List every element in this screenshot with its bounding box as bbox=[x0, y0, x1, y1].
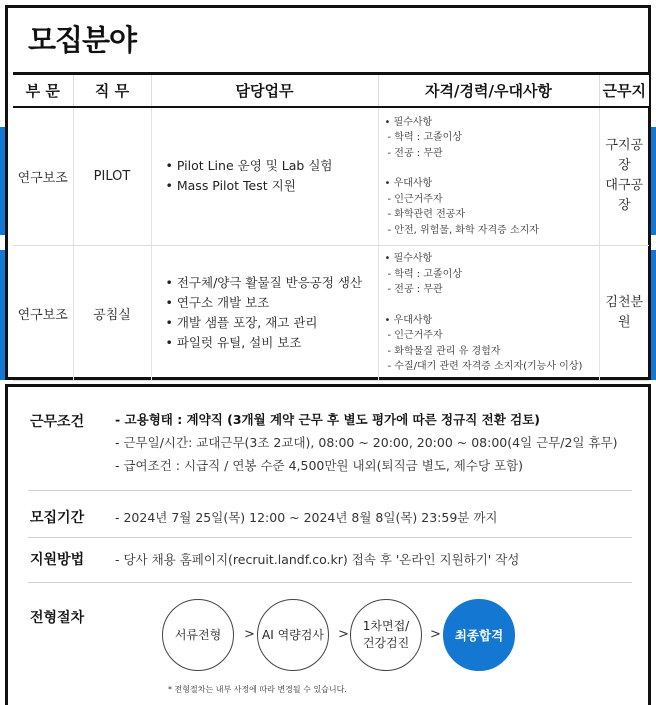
section-title: 모집분야 bbox=[28, 23, 137, 57]
condition-line: - 근무일/시간: 교대근무(3조 2교대), 08:00 ~ 20:00, 20:00 ~ 08:00(4일 근무/2일 휴무) bbox=[115, 435, 618, 450]
job-cell: PILOT bbox=[73, 107, 151, 246]
condition-line: - 급여조건 : 시급직 / 연봉 수준 4,500만원 내외(퇴직금 별도, 제수당 포함) bbox=[115, 458, 524, 473]
dept-cell: 연구보조 bbox=[13, 107, 73, 246]
header-job: 직 무 bbox=[73, 74, 151, 107]
step-label: 1차면접/ 건강검진 bbox=[362, 619, 410, 650]
preferred-heading: • 우대사항 bbox=[385, 176, 599, 192]
location-name: 김천분원 bbox=[605, 295, 644, 330]
required-item: - 학력 : 고졸이상 bbox=[385, 267, 599, 283]
job-cell: 공침실 bbox=[73, 246, 151, 381]
required-item: - 전공 : 무관 bbox=[385, 282, 599, 298]
period-label: 모집기간 bbox=[30, 510, 85, 526]
required-item: - 전공 : 무관 bbox=[385, 146, 599, 162]
recruit-info-panel bbox=[5, 384, 651, 705]
duty-item: • 파일럿 유틸, 설비 보조 bbox=[166, 333, 378, 353]
table-row bbox=[13, 246, 649, 381]
required-heading: • 필수사항 bbox=[385, 115, 599, 131]
table-header-row bbox=[13, 74, 649, 107]
preferred-item: - 인근거주자 bbox=[385, 328, 599, 344]
duty-item: • Mass Pilot Test 지원 bbox=[166, 176, 378, 196]
preferred-item: - 인근거주자 bbox=[385, 192, 599, 208]
divider bbox=[28, 582, 632, 583]
duty-item: • 연구소 개발 보조 bbox=[166, 293, 378, 313]
step-label: AI 역량검사 bbox=[262, 627, 324, 642]
process-step-document bbox=[162, 599, 234, 671]
preferred-heading: • 우대사항 bbox=[385, 313, 599, 329]
required-heading: • 필수사항 bbox=[385, 251, 599, 267]
dept-cell: 연구보조 bbox=[13, 246, 73, 381]
recruit-fields-panel bbox=[5, 5, 651, 380]
process-step-final bbox=[443, 599, 515, 671]
duties-cell bbox=[151, 107, 378, 246]
duty-item: • 전구체/양극 활물질 반응공정 생산 bbox=[166, 273, 378, 293]
period-text: - 2024년 7월 25일(목) 12:00 ~ 2024년 8월 8일(목) 23:59분 까지 bbox=[115, 510, 498, 525]
header-duties: 담당업무 bbox=[151, 74, 378, 107]
process-step-interview bbox=[350, 599, 422, 671]
divider bbox=[28, 537, 632, 538]
preferred-item: - 수질/대기 관련 자격증 소지자(기능사 이상) bbox=[385, 359, 599, 375]
step-arrow-icon: > bbox=[430, 627, 441, 642]
divider bbox=[28, 490, 632, 491]
location-name: 구지공장 bbox=[605, 138, 644, 174]
condition-line: - 고용형태 : 계약직 (3개월 계약 근무 후 별도 평가에 따른 정규직 전환 검토) bbox=[115, 412, 540, 427]
step-arrow-icon: > bbox=[244, 627, 255, 642]
duty-item: • Pilot Line 운영 및 Lab 실험 bbox=[166, 156, 378, 176]
location-cell bbox=[599, 107, 649, 246]
qualifications-cell bbox=[378, 107, 599, 246]
step-label: 최종합격 bbox=[454, 627, 504, 643]
step-arrow-icon: > bbox=[338, 627, 349, 642]
process-note: * 전형절차는 내부 사정에 따라 변경될 수 있습니다. bbox=[168, 685, 347, 694]
location-name: 대구공장 bbox=[605, 178, 644, 214]
required-item: - 학력 : 고졸이상 bbox=[385, 130, 599, 146]
preferred-item: - 화학관련 전공자 bbox=[385, 207, 599, 223]
recruit-table bbox=[13, 72, 649, 381]
process-label: 전형절차 bbox=[30, 610, 85, 626]
method-label: 지원방법 bbox=[30, 552, 85, 568]
header-qualifications: 자격/경력/우대사항 bbox=[378, 74, 599, 107]
conditions-label: 근무조건 bbox=[30, 414, 85, 430]
qualifications-cell bbox=[378, 246, 599, 381]
duty-item: • 개발 샘플 포장, 재고 관리 bbox=[166, 313, 378, 333]
step-label: 서류전형 bbox=[174, 627, 222, 642]
table-row bbox=[13, 107, 649, 246]
process-step-ai-test bbox=[257, 599, 329, 671]
duties-cell bbox=[151, 246, 378, 381]
header-location: 근무지 bbox=[599, 74, 649, 107]
preferred-item: - 화학물질 관리 유 경험자 bbox=[385, 344, 599, 360]
preferred-item: - 안전, 위험물, 화학 자격증 소지자 bbox=[385, 223, 599, 239]
header-dept: 부 문 bbox=[13, 74, 73, 107]
location-cell bbox=[599, 246, 649, 381]
method-text: - 당사 채용 홈페이지(recruit.landf.co.kr) 접속 후 '온라인 지원하기' 작성 bbox=[115, 552, 520, 567]
